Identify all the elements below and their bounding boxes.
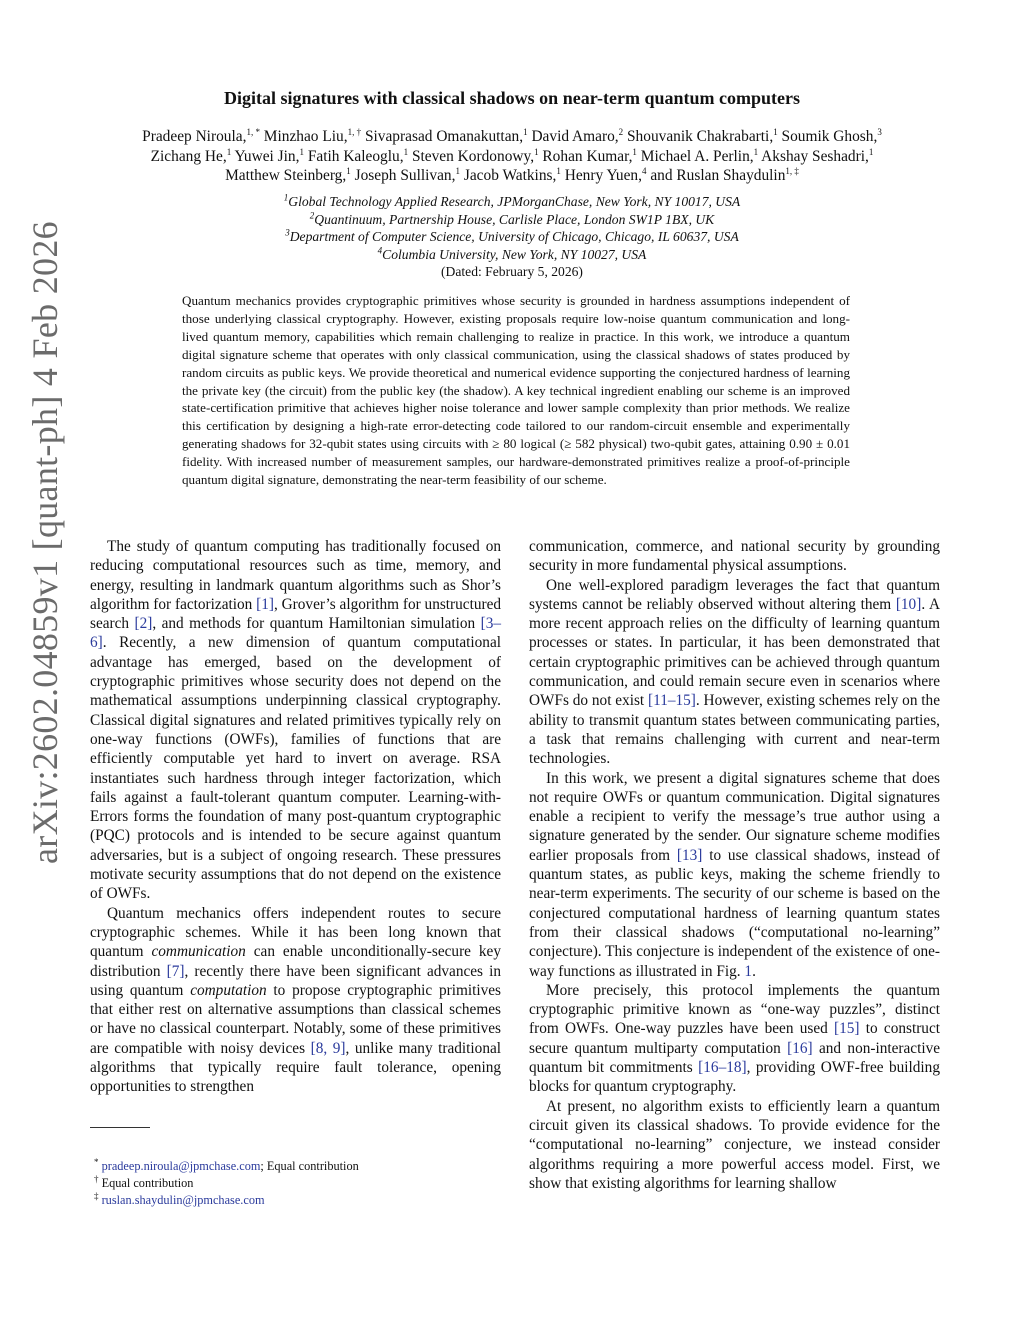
- citation-link[interactable]: 1: [744, 962, 753, 980]
- paper-title: Digital signatures with classical shadows on near-term quantum computers: [223, 88, 800, 108]
- text-run: .: [752, 962, 756, 980]
- paragraph: [529, 576, 940, 769]
- dated-line: (Dated: February 5, 2026): [441, 264, 583, 280]
- affiliation-marker: 1: [455, 165, 460, 176]
- citation-link[interactable]: [8, 9]: [310, 1039, 346, 1057]
- author-name: Sivaprasad Omanakuttan,$^1$: [364, 126, 528, 145]
- citation-link[interactable]: [16–18]: [698, 1059, 747, 1077]
- citation-link[interactable]: [15]: [834, 1020, 860, 1038]
- footnote: ‡ ruslan.shaydulin@jpmchase.com: [94, 1190, 265, 1207]
- paragraph: [90, 904, 501, 1097]
- paragraph: communication, commerce, and national security by grounding security in more fundamental physical assumptions.: [529, 538, 940, 575]
- text-run: In this work, we present a digital signatures scheme that does not require OWFs or quantum communication. Digital signatures enable a recipient to verify the message’s true author using a signature generated by the sender. Our signature scheme modifies earlier proposals from: [529, 769, 940, 864]
- text-run: . However, existing schemes rely on the ability to transmit quantum states between communicating parties, a task that remains challenging with current and near-term technologies.: [529, 692, 940, 768]
- emphasis: computation: [190, 981, 267, 999]
- citation-link[interactable]: [11–15]: [648, 692, 696, 710]
- email-link[interactable]: ruslan.shaydulin@jpmchase.com: [101, 1193, 265, 1207]
- author-name: Fatih Kaleoglu,$^1$: [307, 146, 409, 165]
- left-column: [90, 537, 501, 1097]
- emphasis: communication: [151, 943, 246, 961]
- author-name: Shouvanik Chakrabarti,$^1$: [627, 126, 778, 145]
- citation-link[interactable]: [10]: [895, 595, 922, 613]
- affiliation-marker: 1: [523, 126, 528, 137]
- text-run: . Recently, a new dimension of quantum computational advantage has emerged, based on the development of cryptographic primitives whose security does not depend on the mathematical assumptions underpinning classical cryptography. Classical digital signatures and related primitives typically rely on one-way functions (OWFs), families of functions that are efficiently computable yet hard to invert on average. RSA instantiates such hardness through integer factorization, which fails against a fault-tolerant quantum computer. Learning-with-Errors forms the foundation of many post-quantum cryptographic (PQC) protocols and is intended to be secure against quantum adversaries, but is a subject of ongoing research. These pressures motivate security assumptions that do not depend on the existence of OWFs.: [90, 634, 501, 903]
- text-run: and non-interactive quantum bit commitments: [529, 1039, 941, 1077]
- author-name: Henry Yuen,$^4$: [564, 165, 647, 184]
- text-run: More precisely, this protocol implements the quantum cryptographic primitive known as “one-way puzzles”, distinct from OWFs. One-way puzzles have been used: [529, 981, 940, 1038]
- affiliation-marker: 1: [346, 165, 351, 176]
- affiliation-marker: 1, †: [347, 126, 362, 137]
- abstract: Quantum mechanics provides cryptographic primitives whose security is grounded in hardness assumptions independent of those underlying classical cryptography. However, existing proposals require low-noise quantum communication and long-lived quantum memory, capabilities which remain challenging to realize in practice. In this work, we introduce a quantum digital signature scheme that operates with only classical communication, using the classical shadows of states produced by random circuits as public keys. We provide theoretical and numerical evidence supporting the conjectured hardness of learning the private key (the circuit) from the public key (the shadow). A key technical ingredient enabling our scheme is an improved state-certification primitive that achieves higher noise tolerance and lower sample complexity than prior methods. We realize this certification by designing a high-rate error-detecting code tailored to our random-circuit ensemble and experimentally generating shadows for 32-qubit states using circuits with ≥ 80 logical (≥ 582 physical) two-qubit gates, attaining 0.90 ± 0.01 fidelity. With increased number of measurement samples, our hardware-demonstrated primitives realize a proof-of-principle quantum digital signature, demonstrating the near-term feasibility of our scheme.: [182, 293, 850, 488]
- affiliation-marker: 1: [753, 146, 759, 157]
- footnote: † Equal contribution: [94, 1173, 194, 1190]
- author-name: Yuwei Jin,$^1$: [234, 146, 304, 165]
- author-name: Rohan Kumar,$^1$: [542, 146, 637, 165]
- author-name: and Ruslan Shaydulin$^{1, \ddagger}$: [650, 165, 799, 184]
- affiliation-marker: 1: [556, 165, 561, 176]
- citation-link[interactable]: [3–6]: [90, 615, 501, 652]
- text-run: One well-explored paradigm leverages the fact that quantum systems cannot be reliably observed without altering them: [529, 576, 940, 613]
- affiliation: $^4$Columbia University, New York, NY 10027, USA: [377, 245, 647, 262]
- author-name: Pradeep Niroula,$^{1, *}$: [142, 126, 260, 145]
- author-name: Soumik Ghosh,$^3$: [781, 126, 882, 145]
- affiliation-marker: 1: [226, 146, 232, 157]
- text-run: , providing OWF-free building blocks for quantum cryptography.: [529, 1059, 940, 1096]
- author-name: Steven Kordonowy,$^1$: [411, 146, 539, 165]
- text-run: , Grover’s algorithm for unstructured search: [90, 595, 502, 633]
- email-link[interactable]: pradeep.niroula@jpmchase.com: [101, 1159, 261, 1173]
- affiliation-marker: 1, *: [246, 126, 260, 137]
- text-run: , recently there have been significant advances in using quantum: [90, 962, 501, 999]
- text-run: Quantum mechanics offers independent routes to secure cryptographic schemes. While it has been long known that quantum: [90, 904, 501, 961]
- affiliation-marker: 3: [877, 126, 882, 137]
- paragraph: [529, 981, 940, 1097]
- affiliation-marker: 1: [403, 146, 409, 157]
- footnote: * pradeep.niroula@jpmchase.com; Equal contribution: [94, 1156, 359, 1173]
- affiliation-marker: 1: [534, 146, 539, 157]
- citation-link[interactable]: [7]: [166, 962, 185, 980]
- citation-link[interactable]: [13]: [676, 846, 703, 864]
- paragraph: [90, 537, 501, 904]
- author-name: Matthew Steinberg,$^1$: [225, 165, 351, 184]
- paragraph: [529, 769, 940, 981]
- text-run: . A more recent approach relies on the difficulty of learning quantum processes or states. In particular, it has been demonstrated that certain cryptographic primitives can be achieved through quantum communication, and could remain secure even in scenarios where OWFs do not exist: [529, 595, 940, 710]
- affiliation-marker: 2: [618, 126, 624, 137]
- text-run: to construct secure quantum multiparty computation: [529, 1020, 940, 1057]
- paragraph: At present, no algorithm exists to efficiently learn a quantum circuit given its classical shadows. To provide evidence for the “computational no-learning” conjecture, we instead consider algorithms requiring a more powerful access model. First, we show that existing algorithms for learning shallow: [529, 1097, 940, 1192]
- affiliation: $^1$Global Technology Applied Research, JPMorganChase, New York, NY 10017, USA: [283, 192, 741, 209]
- right-column: [529, 537, 940, 1193]
- affiliation-marker: 1: [632, 146, 637, 157]
- author-name: Michael A. Perlin,$^1$: [640, 146, 759, 165]
- text-run: can enable unconditionally-secure key distribution: [90, 943, 502, 980]
- arxiv-identifier: arXiv:2602.04859v1 [quant-ph] 4 Feb 2026: [25, 221, 65, 864]
- text-run: The study of quantum computing has traditionally focused on reducing computational resources such as time, memory, and energy, resulting in landmark quantum algorithms such as Shor’s algorithm for factorization: [90, 538, 501, 613]
- text-run: to use classical shadows, instead of quantum states, as public keys, making the scheme friendly to near-term experiments. The security of our scheme is based on the conjectured computational hardness of learning quantum states from their classical shadows (“computational no-learning” conjecture). This conjecture is independent of the existence of one-way functions as illustrated in Fig.: [529, 846, 940, 980]
- author-name: David Amaro,$^2$: [531, 126, 624, 145]
- author-name: Minzhao Liu,$^{1, \dagger}$: [263, 126, 362, 145]
- affiliation-marker: 1: [868, 146, 874, 157]
- author-name: Akshay Seshadri,$^1$: [761, 146, 874, 165]
- author-name: Jacob Watkins,$^1$: [463, 165, 561, 184]
- footnotes: [90, 1158, 510, 1209]
- text-run: , and methods for quantum Hamiltonian simulation: [152, 615, 481, 633]
- author-name: Zichang He,$^1$: [150, 146, 232, 165]
- citation-link[interactable]: [2]: [134, 615, 153, 633]
- affiliation: $^3$Department of Computer Science, University of Chicago, Chicago, IL 60637, USA: [285, 227, 739, 245]
- citation-link[interactable]: [1]: [256, 595, 274, 613]
- text-run: , unlike many traditional algorithms that typically require fault tolerance, opening opportunities to strengthen: [90, 1039, 502, 1096]
- author-name: Joseph Sullivan,$^1$: [354, 165, 460, 184]
- affiliation-marker: 1: [773, 126, 778, 137]
- author-list: [122, 127, 902, 186]
- affiliations: [0, 193, 1024, 281]
- affiliation-marker: 1, ‡: [785, 165, 799, 176]
- footnote-divider: [90, 1127, 150, 1128]
- affiliation-marker: 1: [299, 146, 304, 157]
- affiliation-marker: 4: [641, 165, 647, 176]
- text-run: to propose cryptographic primitives that either rest on alternative assumptions than classical schemes or have no classical counterpart. Notably, some of these primitives are compatible with noisy devices: [90, 981, 501, 1057]
- citation-link[interactable]: [16]: [787, 1039, 813, 1057]
- affiliation: $^2$Quantinuum, Partnership House, Carlisle Place, London SW1P 1BX, UK: [309, 210, 715, 227]
